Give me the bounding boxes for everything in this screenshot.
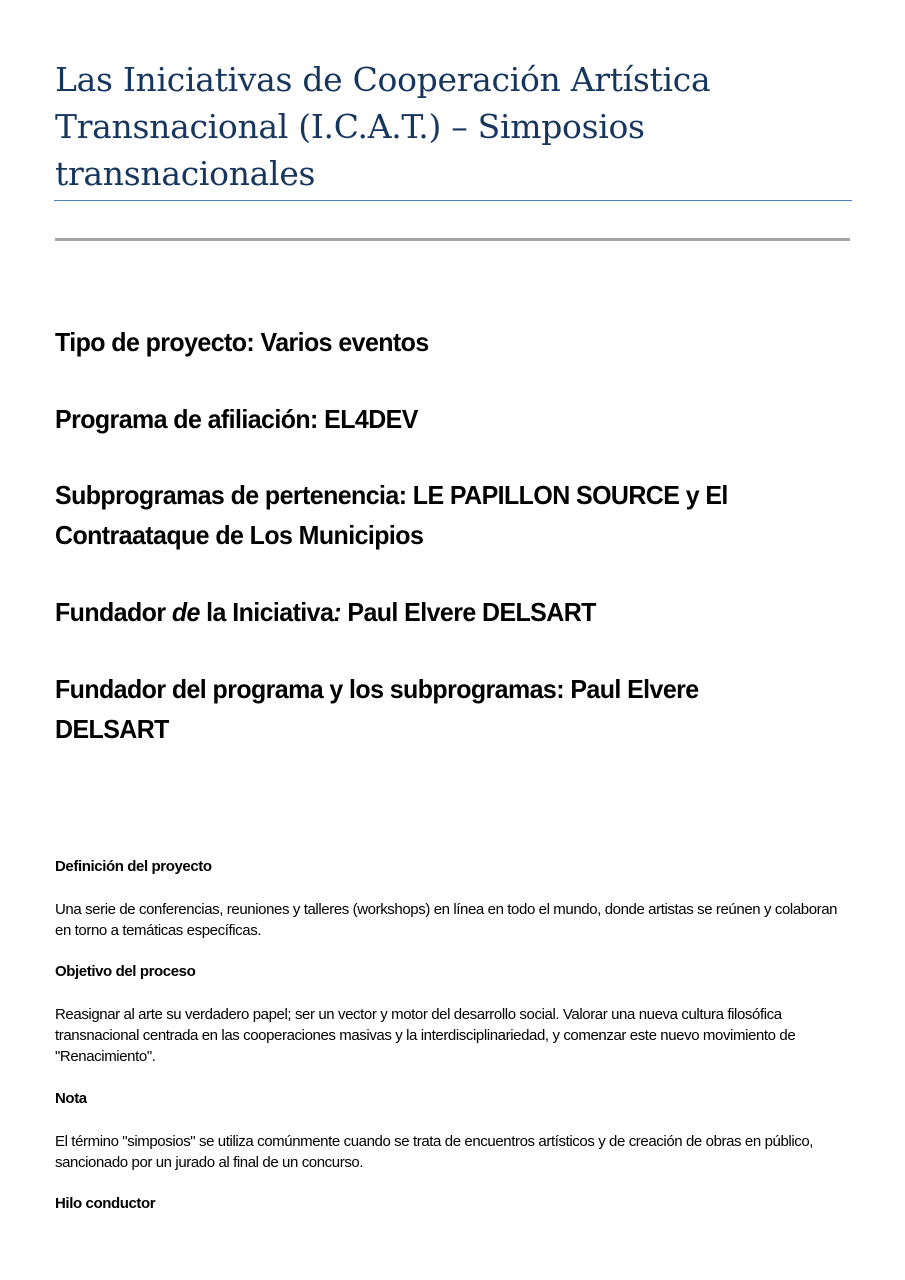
program-founder-value: Paul Elvere DELSART	[55, 674, 699, 744]
affiliation-program-label: Programa de afiliación:	[55, 404, 318, 434]
document-title: Las Iniciativas de Cooperación Artística Transnacional (I.C.A.T.) – Simposios transnacionales	[55, 60, 711, 193]
subprograms-value: LE PAPILLON SOURCE y El Contraataque de Los Municipios	[55, 480, 728, 550]
note-heading: Nota	[55, 1090, 87, 1107]
initiative-founder-label-2: la Iniciativa	[199, 597, 334, 627]
objective-text: Reasignar al arte su verdadero papel; ser un vector y motor del desarrollo social. Valorar una nueva cultura filosófica transnacional centrada en las cooperaciones masivas y la interdisciplinariedad, y comenzar este nuevo movimiento de "Renacimiento".	[55, 1006, 796, 1065]
affiliation-program	[55, 399, 813, 439]
initiative-founder-colon: :	[333, 597, 342, 627]
initiative-founder-value: Paul Elvere DELSART	[347, 597, 596, 627]
project-type-label: Tipo de proyecto:	[55, 327, 255, 357]
program-founder	[55, 669, 813, 749]
subprograms-label: Subprogramas de pertenencia:	[55, 480, 407, 510]
project-type	[55, 322, 813, 362]
subprograms	[55, 475, 813, 555]
objective-heading: Objetivo del proceso	[55, 963, 196, 980]
guiding-thread-heading: Hilo conductor	[55, 1195, 156, 1212]
program-founder-label: Fundador del programa y los subprogramas:	[55, 674, 564, 704]
initiative-founder-label-1: Fundador	[55, 597, 172, 627]
definition-heading: Definición del proyecto	[55, 858, 212, 875]
note-text: El término "simposios" se utiliza comúnmente cuando se trata de encuentros artísticos y de creación de obras en público, sancionado por un jurado al final de un concurso.	[55, 1133, 814, 1171]
section-divider	[55, 238, 850, 241]
definition-text: Una serie de conferencias, reuniones y talleres (workshops) en línea en todo el mundo, donde artistas se reúnen y colaboran en torno a temáticas específicas.	[55, 901, 838, 939]
affiliation-program-value: EL4DEV	[324, 404, 418, 434]
initiative-founder-label-italic: de	[171, 597, 200, 627]
project-type-value: Varios eventos	[260, 327, 429, 357]
title-underline	[54, 200, 852, 201]
initiative-founder	[55, 592, 813, 632]
